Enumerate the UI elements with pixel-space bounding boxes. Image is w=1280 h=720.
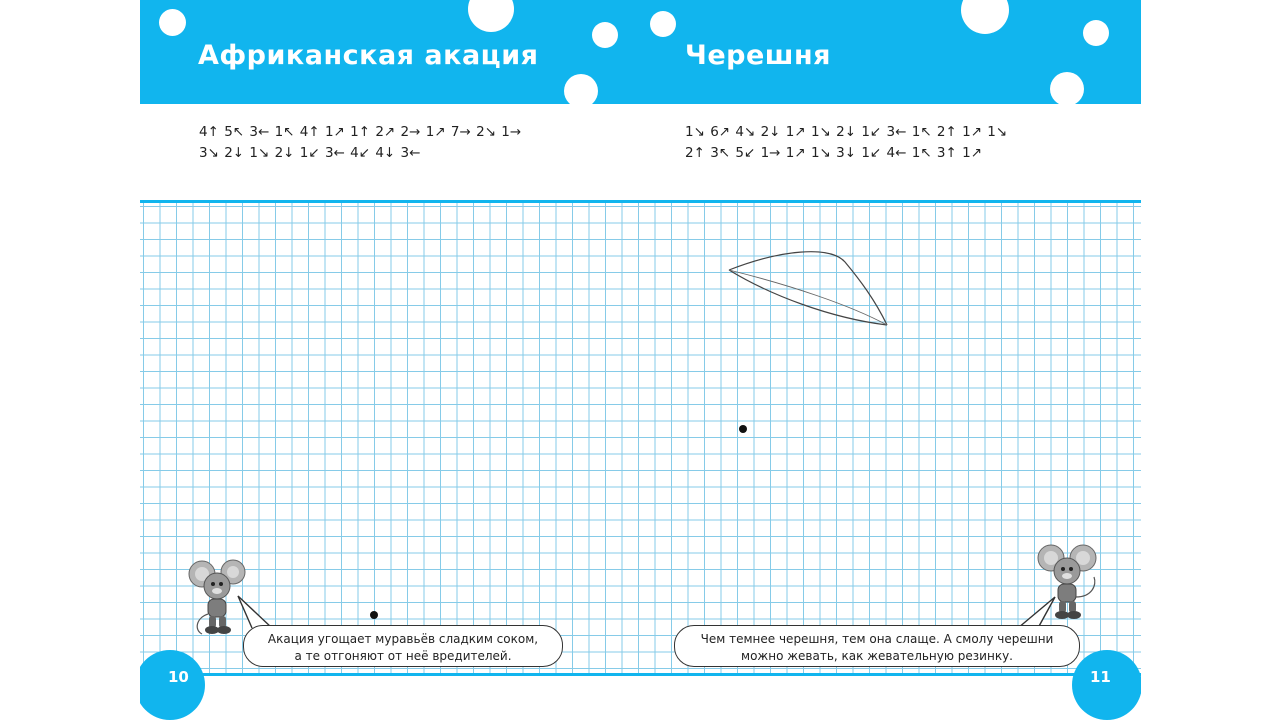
code-line: 2↑ 3↖ 5↙ 1→ 1↗ 1↘ 3↓ 1↙ 4← 1↖ 3↑ 1↗ [685, 145, 983, 161]
line-art-overlay [140, 0, 1141, 720]
mouse-mascot-icon [188, 556, 248, 640]
left-page-number: 10 [168, 668, 189, 686]
right-page-title: Черешня [685, 40, 831, 71]
book-spread [140, 0, 1141, 720]
left-page-title: Африканская акация [198, 40, 539, 71]
code-line: 1↘ 6↗ 4↘ 2↓ 1↗ 1↘ 2↓ 1↙ 3← 1↖ 2↑ 1↗ 1↘ [685, 124, 1008, 140]
left-fact-bubble [243, 625, 563, 667]
mouse-mascot-icon [1037, 541, 1101, 625]
code-line: 4↑ 5↖ 3← 1↖ 4↑ 1↗ 1↑ 2↗ 2→ 1↗ 7→ 2↘ 1→ [199, 124, 522, 140]
fact-line: можно жевать, как жевательную резинку. [741, 649, 1013, 663]
right-page-number: 11 [1090, 668, 1111, 686]
leaf-drawing-icon [729, 252, 887, 325]
fact-line: а те отгоняют от неё вредителей. [294, 649, 512, 663]
right-fact-bubble [674, 625, 1080, 667]
code-line: 3↘ 2↓ 1↘ 2↓ 1↙ 3← 4↙ 4↓ 3← [199, 145, 421, 161]
fact-line: Чем темнее черешня, тем она слаще. А смолу черешни [700, 632, 1054, 646]
fact-line: Акация угощает муравьёв сладким соком, [267, 632, 539, 646]
